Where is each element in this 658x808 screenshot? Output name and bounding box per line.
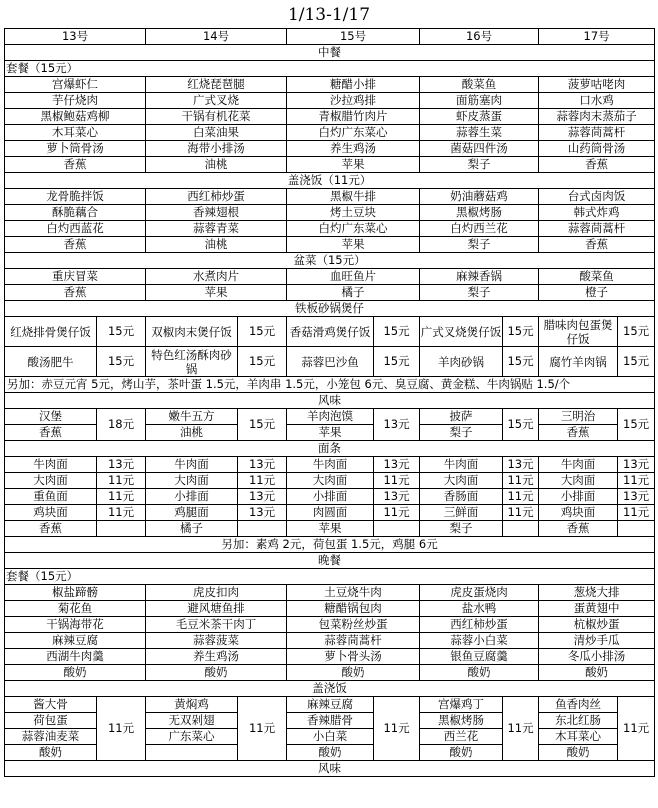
table-row	[5, 109, 655, 125]
price-cell: 11元	[97, 489, 146, 505]
price-cell: 15元	[503, 317, 539, 347]
fruit-cell: 油桃	[146, 425, 238, 441]
price-cell: 13元	[618, 457, 655, 473]
dish-cell: 红烧排骨煲仔饭	[5, 317, 97, 347]
table-row	[5, 125, 655, 141]
dish-cell: 广式叉烧煲仔饭	[420, 317, 503, 347]
dish-cell: 土豆烧牛肉	[287, 585, 420, 601]
price-cell: 13元	[238, 489, 287, 505]
price-cell: 13元	[618, 489, 655, 505]
price-cell: 15元	[238, 317, 287, 347]
dish-cell: 葱烧大排	[539, 585, 655, 601]
dish-cell: 香辣腊骨	[287, 713, 374, 729]
table-row	[5, 317, 655, 347]
price-cell: 13元	[503, 457, 539, 473]
dish-cell: 羊肉砂锅	[420, 347, 503, 377]
dish-cell: 香辣翅根	[146, 205, 287, 221]
empty-cell	[618, 521, 655, 537]
price-cell: 11元	[238, 697, 287, 761]
menu-table	[4, 28, 655, 777]
day-header: 13号	[5, 29, 146, 45]
dish-cell: 白灼西蓝花	[5, 221, 146, 237]
dish-cell: 双椒肉末煲仔饭	[146, 317, 238, 347]
price-cell: 15元	[97, 347, 146, 377]
subsection-heading	[5, 761, 655, 777]
fruit-cell: 梨子	[420, 521, 503, 537]
dish-cell: 特色红汤酥肉砂锅	[146, 347, 238, 377]
table-row	[5, 617, 655, 633]
dish-cell: 酸奶	[287, 665, 420, 681]
table-row	[5, 221, 655, 237]
fruit-cell: 香蕉	[5, 521, 97, 537]
dish-cell: 梨子	[420, 237, 539, 253]
dish-cell: 香蕉	[5, 285, 146, 301]
dish-cell: 西红柿炒蛋	[420, 617, 539, 633]
price-cell: 15元	[374, 347, 420, 377]
table-row	[5, 205, 655, 221]
dish-cell: 肉圆面	[287, 505, 374, 521]
fruit-cell: 香蕉	[5, 425, 97, 441]
dish-cell: 牛肉面	[539, 457, 618, 473]
table-row	[5, 489, 655, 505]
dish-cell: 山药筒骨汤	[539, 141, 655, 157]
price-cell: 15元	[618, 317, 655, 347]
price-cell: 15元	[238, 409, 287, 441]
table-row	[5, 347, 655, 377]
dish-cell: 大肉面	[5, 473, 97, 489]
price-cell: 11元	[238, 473, 287, 489]
page-title: 1/13-1/17	[287, 5, 371, 25]
dish-cell: 血旺鱼片	[287, 269, 420, 285]
day-header-row	[5, 29, 655, 45]
price-cell: 11元	[618, 697, 655, 761]
dish-cell: 糖醋小排	[287, 77, 420, 93]
subsection-heading	[5, 173, 655, 189]
subsection-heading: 面条	[5, 441, 655, 457]
dish-cell: 避风塘鱼排	[146, 601, 287, 617]
price-cell: 15元	[618, 409, 655, 441]
dish-cell: 椒盐蹄髈	[5, 585, 146, 601]
dish-cell: 小排面	[539, 489, 618, 505]
price-cell: 11元	[374, 697, 420, 761]
extras-note	[5, 377, 655, 393]
dish-cell: 香蕉	[5, 237, 146, 253]
dish-cell: 虎皮蛋烧肉	[420, 585, 539, 601]
empty-cell	[503, 521, 539, 537]
day-header: 15号	[287, 29, 420, 45]
dish-cell: 鸡块面	[539, 505, 618, 521]
table-row	[5, 697, 655, 713]
dish-cell: 面筋塞肉	[420, 93, 539, 109]
price-cell: 11元	[618, 505, 655, 521]
price-cell: 18元	[97, 409, 146, 441]
dish-cell: 西兰花	[420, 729, 503, 745]
dish-cell: 口水鸡	[539, 93, 655, 109]
subsection-heading	[5, 441, 655, 457]
dish-cell: 酸汤肥牛	[5, 347, 97, 377]
dish-cell: 三明治	[539, 409, 618, 425]
table-row	[5, 93, 655, 109]
dish-cell: 韩式炸鸡	[539, 205, 655, 221]
dish-cell: 大肉面	[146, 473, 238, 489]
dish-cell: 腐竹羊肉锅	[539, 347, 618, 377]
dish-cell: 麻辣豆腐	[5, 633, 146, 649]
dish-cell: 酸奶	[5, 745, 97, 761]
dish-cell: 麻辣香锅	[420, 269, 539, 285]
dish-cell: 黑椒鲍菇鸡柳	[5, 109, 146, 125]
dish-cell: 清炒手瓜	[539, 633, 655, 649]
dish-cell: 蒜蓉茼蒿杆	[287, 633, 420, 649]
dish-cell: 大肉面	[420, 473, 503, 489]
day-header: 14号	[146, 29, 287, 45]
dish-cell: 酸奶	[539, 745, 618, 761]
dish-cell: 油桃	[146, 237, 287, 253]
table-row	[5, 409, 655, 425]
dish-cell: 小白菜	[287, 729, 374, 745]
price-cell: 13元	[374, 457, 420, 473]
subsection-heading: 铁板砂锅煲仔	[5, 301, 655, 317]
fruit-cell: 香蕉	[539, 425, 618, 441]
table-row	[5, 585, 655, 601]
dish-cell: 香蕉	[539, 237, 655, 253]
dish-cell: 西湖牛肉羹	[5, 649, 146, 665]
table-row	[5, 473, 655, 489]
dish-cell: 汉堡	[5, 409, 97, 425]
table-row	[5, 189, 655, 205]
price-cell: 11元	[503, 697, 539, 761]
dish-cell: 酥脆藕合	[5, 205, 146, 221]
table-row	[5, 457, 655, 473]
dish-cell: 大肉面	[539, 473, 618, 489]
empty-cell	[238, 521, 287, 537]
price-cell: 11元	[618, 473, 655, 489]
dish-cell: 腊味肉包蛋煲仔饭	[539, 317, 618, 347]
table-row	[5, 505, 655, 521]
dish-cell: 菊花鱼	[5, 601, 146, 617]
dish-cell: 重庆冒菜	[5, 269, 146, 285]
fruit-cell: 梨子	[420, 425, 503, 441]
price-cell: 13元	[238, 505, 287, 521]
dish-cell: 杭椒炒蛋	[539, 617, 655, 633]
dish-cell: 鱼香肉丝	[539, 697, 618, 713]
subsection-heading	[5, 393, 655, 409]
dish-cell: 宫爆虾仁	[5, 77, 146, 93]
price-cell: 13元	[374, 489, 420, 505]
dish-cell: 萝卜骨头汤	[287, 649, 420, 665]
dish-cell: 蒜蓉茼蒿杆	[539, 221, 655, 237]
dish-cell: 水煮肉片	[146, 269, 287, 285]
extras-note: 另加：赤豆元宵 5元，烤山芋，茶叶蛋 1.5元，羊肉串 1.5元，小笼包 6元、臭豆腐、黄金糕、牛肉锅贴 1.5/个	[5, 377, 655, 393]
dish-cell: 小排面	[146, 489, 238, 505]
dish-cell: 小排面	[287, 489, 374, 505]
fruit-cell: 苹果	[287, 425, 374, 441]
section-heading: 中餐	[5, 45, 655, 61]
empty-cell	[97, 521, 146, 537]
price-cell: 15元	[503, 409, 539, 441]
dish-cell: 酸奶	[287, 745, 374, 761]
price-cell: 13元	[238, 457, 287, 473]
dish-cell: 白灼西兰花	[420, 221, 539, 237]
dish-cell: 梨子	[420, 157, 539, 173]
dish-cell: 蒜蓉油麦菜	[5, 729, 97, 745]
dish-cell: 木耳菜心	[5, 125, 146, 141]
subsection-heading: 套餐（15元）	[5, 569, 655, 585]
price-cell: 11元	[97, 473, 146, 489]
price-cell: 15元	[618, 347, 655, 377]
dish-cell: 冬瓜小排汤	[539, 649, 655, 665]
section-heading	[5, 45, 655, 61]
dish-cell: 梨子	[420, 285, 539, 301]
price-cell: 11元	[97, 505, 146, 521]
price-cell: 11元	[503, 473, 539, 489]
dish-cell: 苹果	[146, 285, 287, 301]
subsection-heading	[5, 61, 655, 77]
table-row	[5, 601, 655, 617]
dish-cell: 香蕉	[5, 157, 146, 173]
dish-cell: 盐水鸭	[420, 601, 539, 617]
dish-cell: 西红柿炒蛋	[146, 189, 287, 205]
dish-cell: 无双剁翅	[146, 713, 238, 729]
dish-cell: 苹果	[287, 157, 420, 173]
subsection-heading: 风味	[5, 761, 655, 777]
section-heading: 晚餐	[5, 553, 655, 569]
dish-cell: 香蕉	[539, 157, 655, 173]
dish-cell: 橘子	[287, 285, 420, 301]
dish-cell: 鸡腿面	[146, 505, 238, 521]
subsection-heading	[5, 681, 655, 697]
dish-cell: 三鲜面	[420, 505, 503, 521]
dish-cell: 东北红肠	[539, 713, 618, 729]
subsection-heading: 盖浇饭（11元）	[5, 173, 655, 189]
dish-cell: 油桃	[146, 157, 287, 173]
table-row	[5, 633, 655, 649]
fruit-cell: 香蕉	[539, 521, 618, 537]
dish-cell: 蒜蓉茼蒿杆	[539, 125, 655, 141]
dish-cell: 沙拉鸡排	[287, 93, 420, 109]
dish-cell: 毛豆米茶干肉丁	[146, 617, 287, 633]
dish-cell: 广式叉烧	[146, 93, 287, 109]
dish-cell: 菌菇四件汤	[420, 141, 539, 157]
fruit-cell: 橘子	[146, 521, 238, 537]
dish-cell: 披萨	[420, 409, 503, 425]
dish-cell: 黄焖鸡	[146, 697, 238, 713]
table-row	[5, 77, 655, 93]
dish-cell: 黑椒烤肠	[420, 205, 539, 221]
dish-cell: 蒜蓉生菜	[420, 125, 539, 141]
table-row	[5, 285, 655, 301]
price-cell: 13元	[374, 409, 420, 441]
dish-cell: 萝卜筒骨汤	[5, 141, 146, 157]
dish-cell: 白菜油果	[146, 125, 287, 141]
dish-cell: 大肉面	[287, 473, 374, 489]
dish-cell: 嫩牛五方	[146, 409, 238, 425]
dish-cell: 酸奶	[539, 665, 655, 681]
price-cell: 15元	[374, 317, 420, 347]
extras-note: 另加：素鸡 2元，荷包蛋 1.5元，鸡腿 6元	[5, 537, 655, 553]
dish-cell: 宫爆鸡丁	[420, 697, 503, 713]
fruit-cell: 苹果	[287, 521, 374, 537]
price-cell: 11元	[503, 505, 539, 521]
dish-cell: 广东菜心	[146, 729, 238, 745]
dish-cell: 干锅有机花菜	[146, 109, 287, 125]
dish-cell: 菠萝咕咾肉	[539, 77, 655, 93]
dish-cell: 香菇滑鸡煲仔饭	[287, 317, 374, 347]
dish-cell: 芋仔烧肉	[5, 93, 146, 109]
dish-cell: 重鱼面	[5, 489, 97, 505]
price-cell: 11元	[503, 489, 539, 505]
price-cell: 11元	[374, 505, 420, 521]
dish-cell: 龙骨脆拌饭	[5, 189, 146, 205]
dish-cell: 荷包蛋	[5, 713, 97, 729]
dish-cell: 蛋黄翅中	[539, 601, 655, 617]
subsection-heading	[5, 301, 655, 317]
dish-cell: 木耳菜心	[539, 729, 618, 745]
day-header: 17号	[539, 29, 655, 45]
price-cell: 11元	[374, 473, 420, 489]
dish-cell: 羊肉泡馍	[287, 409, 374, 425]
dish-cell: 黑椒烤肠	[420, 713, 503, 729]
dish-cell: 包菜粉丝炒蛋	[287, 617, 420, 633]
subsection-heading: 套餐（15元）	[5, 61, 655, 77]
price-cell: 13元	[97, 457, 146, 473]
subsection-heading: 盆菜（15元）	[5, 253, 655, 269]
dish-cell	[146, 745, 238, 761]
dish-cell: 台式卤肉饭	[539, 189, 655, 205]
dish-cell: 红烧琵琶腿	[146, 77, 287, 93]
dish-cell: 奶油蘑菇鸡	[420, 189, 539, 205]
dish-cell: 牛肉面	[146, 457, 238, 473]
dish-cell: 虾皮蒸蛋	[420, 109, 539, 125]
dish-cell: 蒜蓉巴沙鱼	[287, 347, 374, 377]
table-row	[5, 237, 655, 253]
subsection-heading	[5, 253, 655, 269]
dish-cell: 鸡块面	[5, 505, 97, 521]
dish-cell: 养生鸡汤	[146, 649, 287, 665]
dish-cell: 白灼广东菜心	[287, 125, 420, 141]
dish-cell: 香肠面	[420, 489, 503, 505]
dish-cell: 酸奶	[420, 665, 539, 681]
price-cell: 15元	[97, 317, 146, 347]
extras-note	[5, 537, 655, 553]
dish-cell: 糖醋锅包肉	[287, 601, 420, 617]
dish-cell: 银鱼豆腐羹	[420, 649, 539, 665]
subsection-heading	[5, 569, 655, 585]
dish-cell: 干锅海带花	[5, 617, 146, 633]
table-row	[5, 269, 655, 285]
price-cell: 11元	[97, 697, 146, 761]
dish-cell: 蒜蓉青菜	[146, 221, 287, 237]
table-row	[5, 141, 655, 157]
table-row	[5, 521, 655, 537]
dish-cell: 酸奶	[146, 665, 287, 681]
table-row	[5, 649, 655, 665]
dish-cell: 酸奶	[5, 665, 146, 681]
dish-cell: 橙子	[539, 285, 655, 301]
dish-cell: 青椒腊竹肉片	[287, 109, 420, 125]
price-cell: 15元	[503, 347, 539, 377]
dish-cell: 养生鸡汤	[287, 141, 420, 157]
day-header: 16号	[420, 29, 539, 45]
price-cell: 15元	[238, 347, 287, 377]
empty-cell	[374, 521, 420, 537]
dish-cell: 牛肉面	[420, 457, 503, 473]
dish-cell: 烤土豆块	[287, 205, 420, 221]
table-row	[5, 157, 655, 173]
dish-cell: 蒜蓉菠菜	[146, 633, 287, 649]
table-row	[5, 665, 655, 681]
dish-cell: 虎皮扣肉	[146, 585, 287, 601]
dish-cell: 酸奶	[420, 745, 503, 761]
dish-cell: 牛肉面	[5, 457, 97, 473]
subsection-heading: 风味	[5, 393, 655, 409]
dish-cell: 海带小排汤	[146, 141, 287, 157]
dish-cell: 白灼广东菜心	[287, 221, 420, 237]
dish-cell: 黑椒牛排	[287, 189, 420, 205]
dish-cell: 苹果	[287, 237, 420, 253]
dish-cell: 酱大骨	[5, 697, 97, 713]
dish-cell: 麻辣豆腐	[287, 697, 374, 713]
dish-cell: 酸菜鱼	[539, 269, 655, 285]
dish-cell: 酸菜鱼	[420, 77, 539, 93]
subsection-heading: 盖浇饭	[5, 681, 655, 697]
dish-cell: 蒜蓉肉末蒸茄子	[539, 109, 655, 125]
dish-cell: 牛肉面	[287, 457, 374, 473]
section-heading	[5, 553, 655, 569]
dish-cell: 蒜蓉小白菜	[420, 633, 539, 649]
